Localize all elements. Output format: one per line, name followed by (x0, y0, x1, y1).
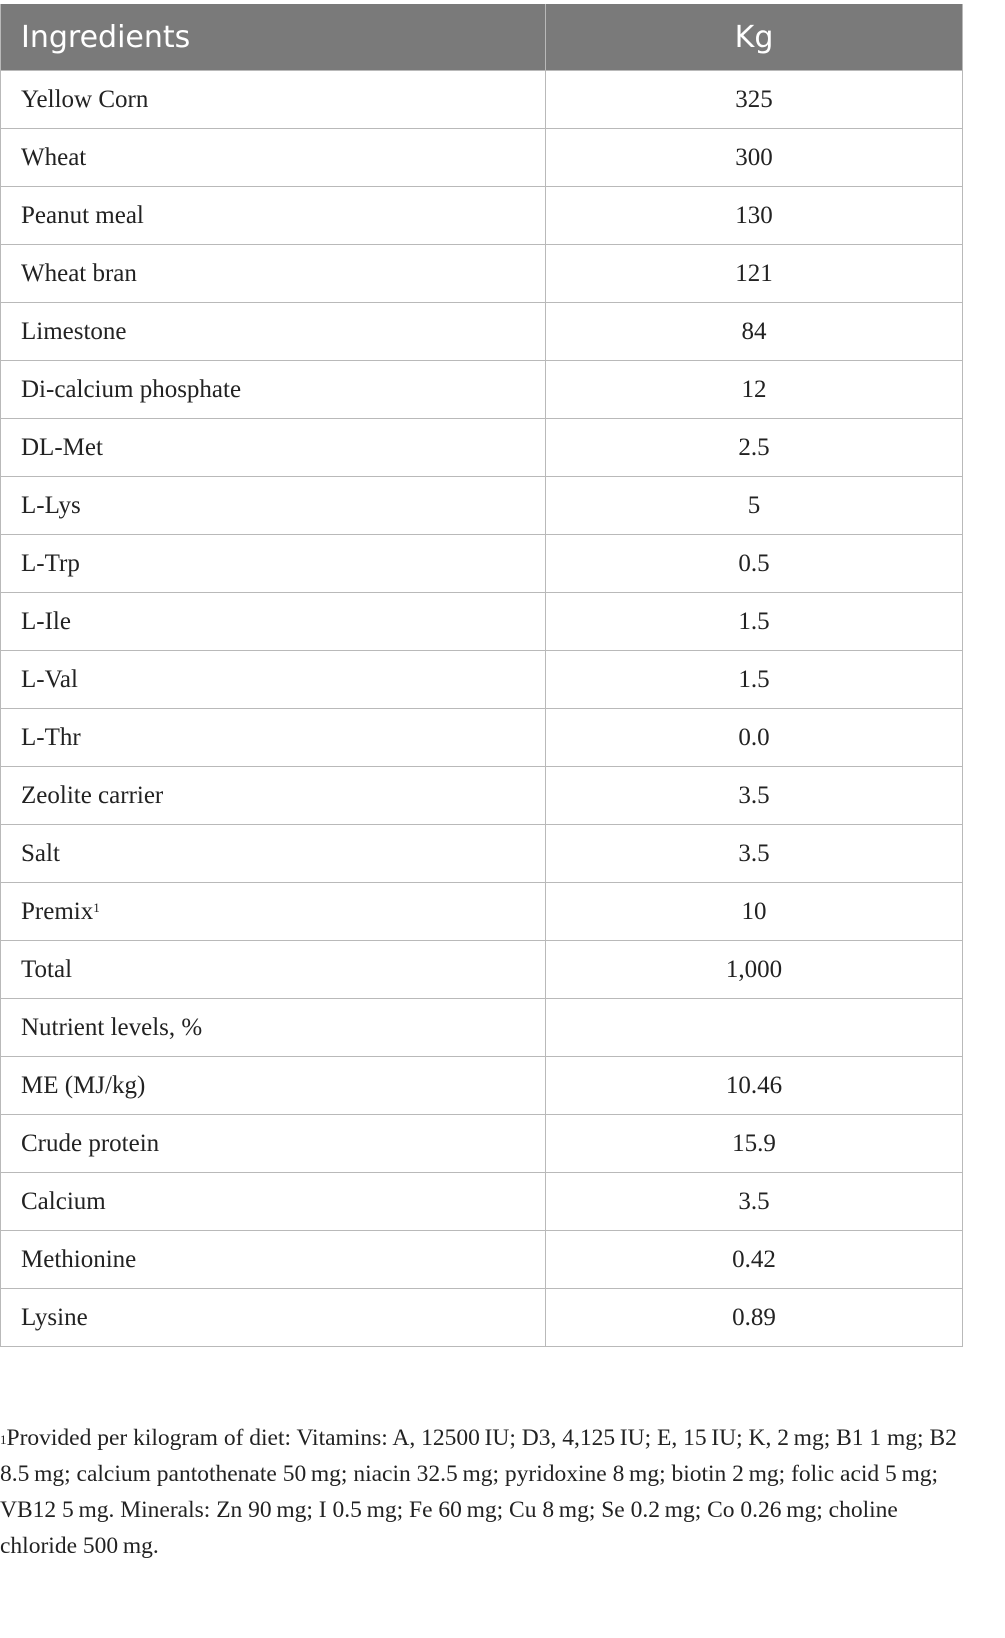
ingredient-name-text: Lysine (21, 1303, 88, 1331)
ingredient-name-text: Calcium (21, 1187, 106, 1215)
ingredient-name (1, 1173, 546, 1231)
ingredient-name-text: Wheat (21, 143, 87, 171)
table-row (1, 709, 963, 767)
ingredient-kg: 3.5 (546, 767, 963, 825)
ingredient-kg: 130 (546, 187, 963, 245)
ingredient-name-text: L-Thr (21, 723, 81, 751)
table-row (1, 1115, 963, 1173)
ingredient-kg: 84 (546, 303, 963, 361)
ingredient-name (1, 303, 546, 361)
table-row (1, 245, 963, 303)
ingredient-kg: 2.5 (546, 419, 963, 477)
header-kg: Kg (546, 4, 963, 71)
ingredient-name-text: Peanut meal (21, 201, 144, 229)
ingredient-name (1, 883, 546, 941)
table-row (1, 1057, 963, 1115)
ingredient-name-text: Zeolite carrier (21, 781, 164, 809)
ingredient-name-text: Methionine (21, 1245, 137, 1273)
ingredient-name-text: DL-Met (21, 433, 103, 461)
table-row (1, 651, 963, 709)
ingredient-kg: 0.42 (546, 1231, 963, 1289)
ingredient-name (1, 245, 546, 303)
ingredient-kg: 15.9 (546, 1115, 963, 1173)
ingredient-kg: 1.5 (546, 651, 963, 709)
ingredient-kg (546, 999, 963, 1057)
ingredient-name-text: L-Val (21, 665, 78, 693)
footnote-ref: 1 (93, 899, 100, 915)
ingredient-name-text: Total (21, 955, 73, 983)
table-row (1, 129, 963, 187)
ingredient-kg: 1,000 (546, 941, 963, 999)
ingredient-name (1, 651, 546, 709)
header-ingredients: Ingredients (1, 4, 546, 71)
table-row (1, 419, 963, 477)
table-row (1, 593, 963, 651)
table-row (1, 187, 963, 245)
ingredient-name (1, 1057, 546, 1115)
ingredient-kg: 121 (546, 245, 963, 303)
table-row (1, 71, 963, 129)
table-row (1, 1173, 963, 1231)
ingredient-name (1, 71, 546, 129)
ingredient-name-text: ME (MJ/kg) (21, 1071, 146, 1099)
table-row (1, 825, 963, 883)
table-row (1, 535, 963, 593)
ingredient-name-text: Crude protein (21, 1129, 160, 1157)
ingredient-name-text: L-Lys (21, 491, 81, 519)
table-row (1, 1289, 963, 1347)
ingredient-name (1, 187, 546, 245)
ingredient-name-text: Wheat bran (21, 259, 137, 287)
ingredient-name (1, 999, 546, 1057)
ingredient-name (1, 477, 546, 535)
table-row (1, 361, 963, 419)
ingredient-name (1, 593, 546, 651)
ingredient-name (1, 825, 546, 883)
ingredient-kg: 0.89 (546, 1289, 963, 1347)
table-row (1, 767, 963, 825)
ingredient-kg: 5 (546, 477, 963, 535)
ingredient-kg: 3.5 (546, 1173, 963, 1231)
table-row (1, 477, 963, 535)
ingredient-name (1, 535, 546, 593)
footnote-marker: 1 (0, 1432, 7, 1447)
ingredient-name-text: Salt (21, 839, 60, 867)
ingredient-name (1, 361, 546, 419)
table-row (1, 1231, 963, 1289)
ingredient-kg: 12 (546, 361, 963, 419)
table-row (1, 999, 963, 1057)
ingredient-name-text: Yellow Corn (21, 85, 149, 113)
ingredient-kg: 10 (546, 883, 963, 941)
ingredient-name (1, 767, 546, 825)
ingredient-kg: 0.0 (546, 709, 963, 767)
ingredient-name (1, 941, 546, 999)
ingredient-name (1, 709, 546, 767)
ingredient-name-text: L-Trp (21, 549, 80, 577)
ingredient-name-text: Di-calcium phosphate (21, 375, 242, 403)
ingredient-kg: 325 (546, 71, 963, 129)
ingredient-name-text: Nutrient levels, % (21, 1013, 203, 1041)
table-row (1, 941, 963, 999)
table-row (1, 303, 963, 361)
ingredient-kg: 3.5 (546, 825, 963, 883)
ingredient-name (1, 419, 546, 477)
ingredient-name (1, 129, 546, 187)
ingredient-kg: 300 (546, 129, 963, 187)
ingredient-name-text: Limestone (21, 317, 127, 345)
ingredient-kg: 1.5 (546, 593, 963, 651)
ingredient-name (1, 1231, 546, 1289)
ingredients-table (0, 4, 963, 1347)
ingredient-name (1, 1115, 546, 1173)
table-header-row (1, 4, 963, 71)
ingredient-name-text: Premix (21, 897, 94, 925)
footnote-text: Provided per kilogram of diet: Vitamins: A, 12500 IU; D3, 4,125 IU; E, 15 IU; K, 2 mg; B1 1 mg; B2 8.5 mg; calcium pantothenate 50 mg; niacin 32.5 mg; pyridoxine 8 mg; biotin 2 mg; folic acid 5 mg; VB12 5 mg. Minerals: Zn 90 mg; I 0.5 mg; Fe 60 mg; Cu 8 mg; Se 0.2 mg; Co 0.26 mg; choline chloride 500 mg. (0, 1425, 957, 1559)
table-footnote (0, 1420, 960, 1564)
ingredient-name (1, 1289, 546, 1347)
table-row (1, 883, 963, 941)
ingredient-kg: 0.5 (546, 535, 963, 593)
ingredient-name-text: L-Ile (21, 607, 71, 635)
ingredient-kg: 10.46 (546, 1057, 963, 1115)
